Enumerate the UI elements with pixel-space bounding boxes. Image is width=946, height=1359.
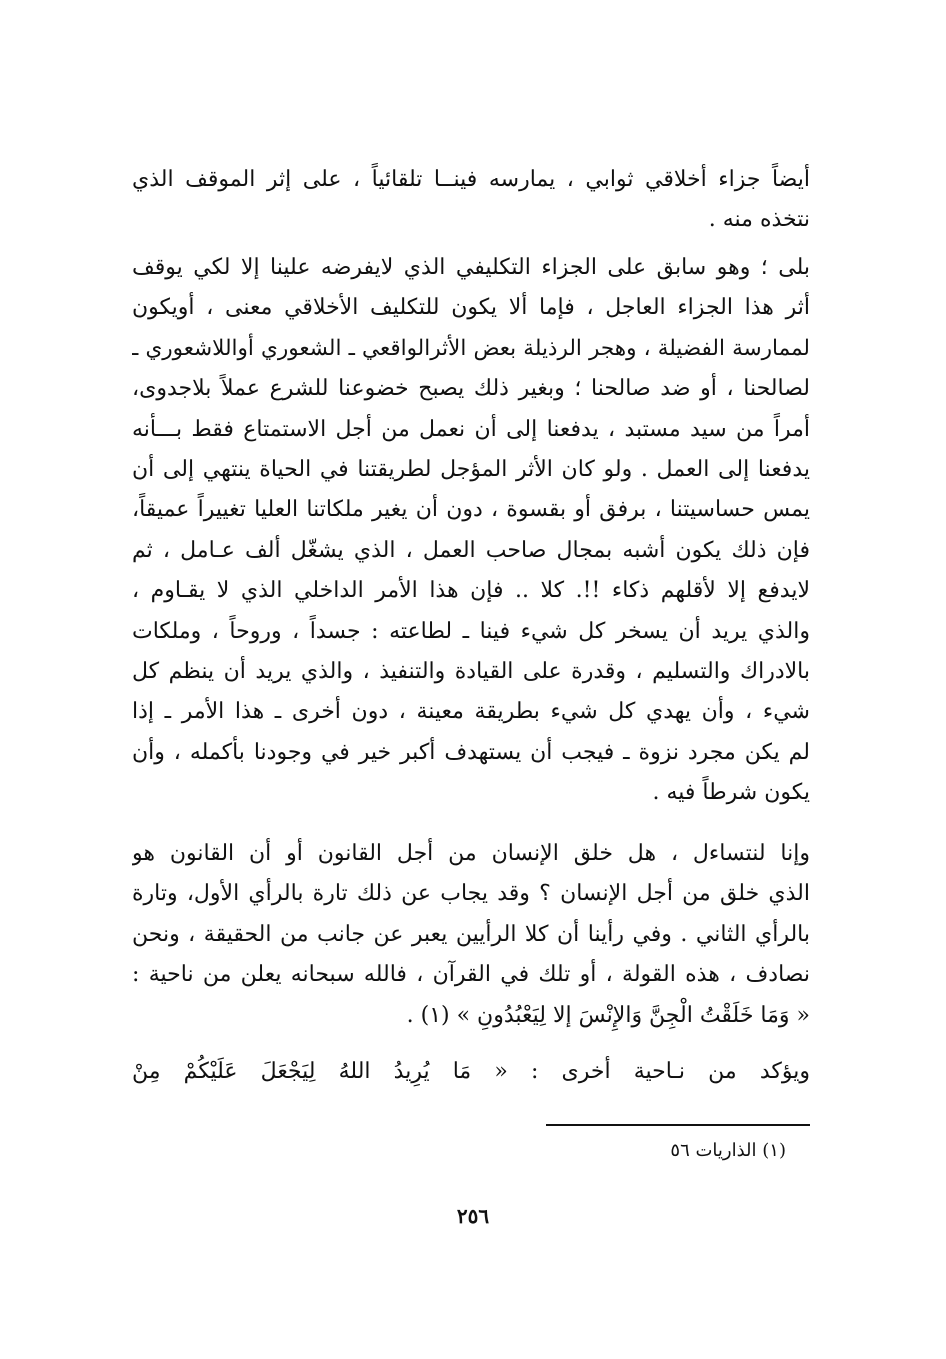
text-line: وإنا لنتساءل ، هل خلق الإنسان من أجل القانون أو أن القانون هو (132, 841, 810, 866)
text-line: بلى ؛ وهو سابق على الجزاء التكليفي الذي لايفرضه علينا إلا لكي يوقف (132, 255, 810, 280)
text-line: لم يكن مجرد نزوة ـ فيجب أن يستهدف أكبر خير في وجودنا بأكمله ، وأن (132, 739, 810, 765)
text-line: يكون شرطاً فيه . (652, 780, 810, 806)
text-line: نتخذه منه . (708, 207, 810, 233)
quran-verse-line: « وَمَا خَلَقْتُ الْجِنَّ وَالإِنْسَ إلا لِيَعْبُدُونِ » (١) . (406, 1002, 810, 1028)
text-line: والذي يريد أن يسخر كل شيء فينا ـ لطاعته : جسداً ، وروحاً ، وملكات (132, 618, 810, 644)
text-line: شيء ، وأن يهدي كل شيء بطريقة معينة ، دون أخرى ـ هذا الأمر ـ إذا (132, 699, 810, 725)
text-line: لممارسة الفضيلة ، وهجر الرذيلة بعض الأثرالواقعي ـ الشعوري أواللاشعوري ـ (132, 335, 810, 361)
text-line: أثر هذا الجزاء العاجل ، فإما ألا يكون للتكليف الأخلاقي معنى ، أويكون (132, 295, 810, 321)
footnote-divider (546, 1124, 810, 1126)
paragraph-3 (132, 834, 810, 1036)
text-line: أمراً من سيد مستبد ، يدفعنا إلى أن نعمل من أجل الاستمتاع فقط بـــأنه (132, 416, 810, 442)
text-line: يمس حساسيتنا ، برفق أو بقسوة ، دون أن يغير ملكاتنا العليا تغييراً عميقاً، (132, 497, 810, 523)
page-number: ٢٥٦ (456, 1204, 490, 1228)
text-line: يدفعنا إلى العمل . ولو كان الأثر المؤجل لطريقتنا في الحياة ينتهي إلى أن (132, 457, 810, 483)
footnote: (١) الذاريات ٥٦ (670, 1140, 786, 1161)
paragraph-2 (132, 248, 810, 814)
text-line: أيضاً جزاء أخلاقي ثوابي ، يمارسه فينــا تلقائياً ، على إثر الموقف الذي (132, 167, 810, 192)
text-line: لايدفع إلا لأقلهم ذكاء !!. كلا .. فإن هذا الأمر الداخلي الذي لا يقـاوم ، (132, 578, 810, 604)
text-line: الذي خلق من أجل الإنسان ؟ وقد يجاب عن ذلك تارة بالرأي الأول، وتارة (132, 881, 810, 907)
text-line: نصادف ، هذه القولة ، أو تلك في القرآن ، فالله سبحانه يعلن من ناحية : (132, 962, 810, 988)
text-line: بالرأي الثاني . وفي رأينا أن كلا الرأيين يعبر عن جانب من الحقيقة ، ونحن (132, 921, 810, 947)
paragraph-1 (132, 160, 810, 241)
text-line: لصالحنا ، أو ضد صالحنا ؛ وبغير ذلك يصبح خضوعنا للشرع عملاً بلاجدوى، (132, 376, 810, 402)
paragraph-4 (132, 1052, 810, 1092)
text-line: بالادراك والتسليم ، وقدرة على القيادة والتنفيذ ، والذي يريد أن ينظم كل (132, 659, 810, 685)
quran-verse-line: ويؤكد من نـاحية أخرى : « مَا يُرِيدُ اللهُ لِيَجْعَلَ عَلَيْكُمْ مِنْ (132, 1059, 810, 1084)
text-line: فإن ذلك يكون أشبه بمجال صاحب العمل ، الذي يشغّل ألف عـامل ، ثم (132, 537, 810, 563)
